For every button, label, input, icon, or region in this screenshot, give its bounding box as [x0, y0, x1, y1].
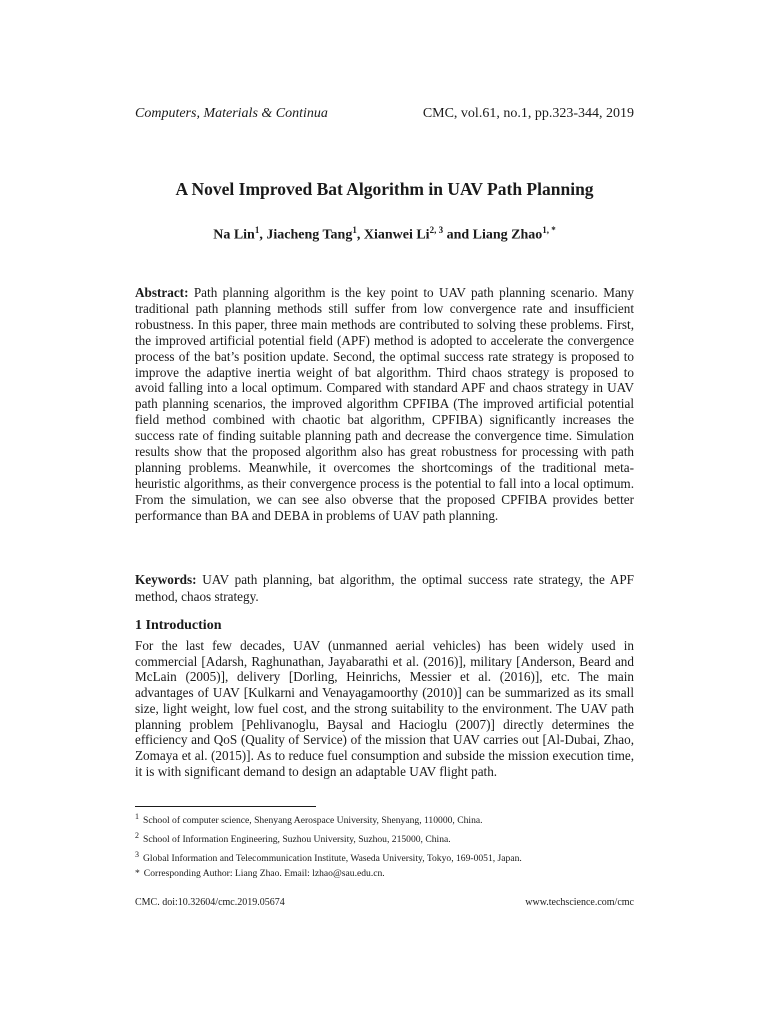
- keywords-label: Keywords:: [135, 572, 197, 587]
- author-name: Jiacheng Tang: [266, 227, 353, 243]
- author-affiliation-mark: 1: [254, 225, 260, 235]
- footnote-item: [135, 848, 634, 867]
- author-affiliation-mark: 2, 3: [429, 225, 444, 235]
- section-heading-introduction: 1 Introduction: [135, 618, 222, 633]
- footnote-mark: *: [135, 868, 140, 879]
- keywords: [135, 571, 634, 605]
- author-name: Liang Zhao: [472, 227, 543, 243]
- doi-text: CMC. doi:10.32604/cmc.2019.05674: [135, 897, 285, 908]
- footnotes: [135, 810, 634, 886]
- author-separator: and: [443, 227, 473, 243]
- paper-title: A Novel Improved Bat Algorithm in UAV Path Planning: [175, 179, 594, 199]
- abstract: [135, 285, 634, 524]
- footnote-mark: 3: [135, 850, 139, 859]
- author-list: [135, 225, 634, 244]
- footnote-text: Corresponding Author: Liang Zhao. Email: lzhao@sau.edu.cn.: [143, 868, 385, 879]
- footnote-item: [135, 810, 634, 829]
- author-affiliation-mark: 1, *: [542, 225, 556, 235]
- footnote-item: [135, 829, 634, 848]
- author-name: Na Lin: [213, 227, 255, 243]
- footnote-mark: 2: [135, 831, 139, 840]
- author-name: Xianwei Li: [363, 227, 430, 243]
- running-header: [135, 106, 634, 122]
- footnote-item: [135, 867, 634, 886]
- footnote-text: Global Information and Telecommunication Institute, Waseda University, Tokyo, 169-0051, Japan.: [143, 853, 522, 865]
- author-affiliation-mark: 1: [352, 225, 357, 235]
- footnote-mark: 1: [135, 812, 139, 821]
- introduction-paragraph: For the last few decades, UAV (unmanned aerial vehicles) has been widely used in commercial [Adarsh, Raghunathan, Jayabarathi et al. (2016)], military [Anderson, Beard and McLain (2005)], delivery [Dorling, Heinrichs, Messier et al. (2016)], etc. The main advantages of UAV [Kulkarni and Venayagamoorthy (2010)] can be summarized as its small size, light weight, low fuel cost, and the strong suitability to the environment. The UAV path planning problem [Pehlivanoglu, Baysal and Hacioglu (2007)] directly determines the efficiency and QoS (Quality of Service) of the mission that UAV carries out [Al-Dubai, Zhao, Zomaya et al. (2015)]. As to reduce fuel consumption and subside the mission execution time, it is with significant demand to design an adaptable UAV flight path.: [135, 638, 634, 779]
- citation-info: CMC, vol.61, no.1, pp.323-344, 2019: [422, 106, 634, 121]
- publisher-url: www.techscience.com/cmc: [525, 897, 634, 908]
- page-footer: [135, 897, 634, 908]
- author-separator: ,: [356, 227, 364, 243]
- keywords-text: UAV path planning, bat algorithm, the optimal success rate strategy, the APF method, chaos strategy.: [135, 572, 634, 604]
- abstract-label: Abstract:: [135, 285, 189, 300]
- footnote-divider: [135, 806, 316, 807]
- journal-name: Computers, Materials & Continua: [135, 106, 328, 121]
- abstract-text: Path planning algorithm is the key point to UAV path planning scenario. Many traditional path planning methods still suffer from low convergence rate and insufficient robustness. In this paper, three main methods are contributed to solving these problems. First, the improved artificial potential field (APF) method is adopted to accelerate the convergence process of the bat’s position update. Second, the optimal success rate strategy is proposed to improve the adaptive inertia weight of bat algorithm. Third chaos strategy is proposed to avoid falling into a local optimum. Compared with standard APF and chaos strategy in UAV path planning scenarios, the improved algorithm CPFIBA (The improved artificial potential field method combined with chaotic bat algorithm, CPFIBA) significantly increases the success rate of finding suitable planning path and decrease the convergence time. Simulation results show that the proposed algorithm also has great robustness for processing with path planning problems. Meanwhile, it overcomes the shortcomings of the traditional meta-heuristic algorithms, as their convergence process is the potential to fall into a local optimum. From the simulation, we can see also obverse that the proposed CPFIBA provides better performance than BA and DEBA in problems of UAV path planning.: [135, 285, 634, 523]
- author-separator: ,: [259, 227, 267, 243]
- footnote-text: School of computer science, Shenyang Aerospace University, Shenyang, 110000, China.: [143, 815, 483, 827]
- footnote-text: School of Information Engineering, Suzhou University, Suzhou, 215000, China.: [143, 834, 451, 846]
